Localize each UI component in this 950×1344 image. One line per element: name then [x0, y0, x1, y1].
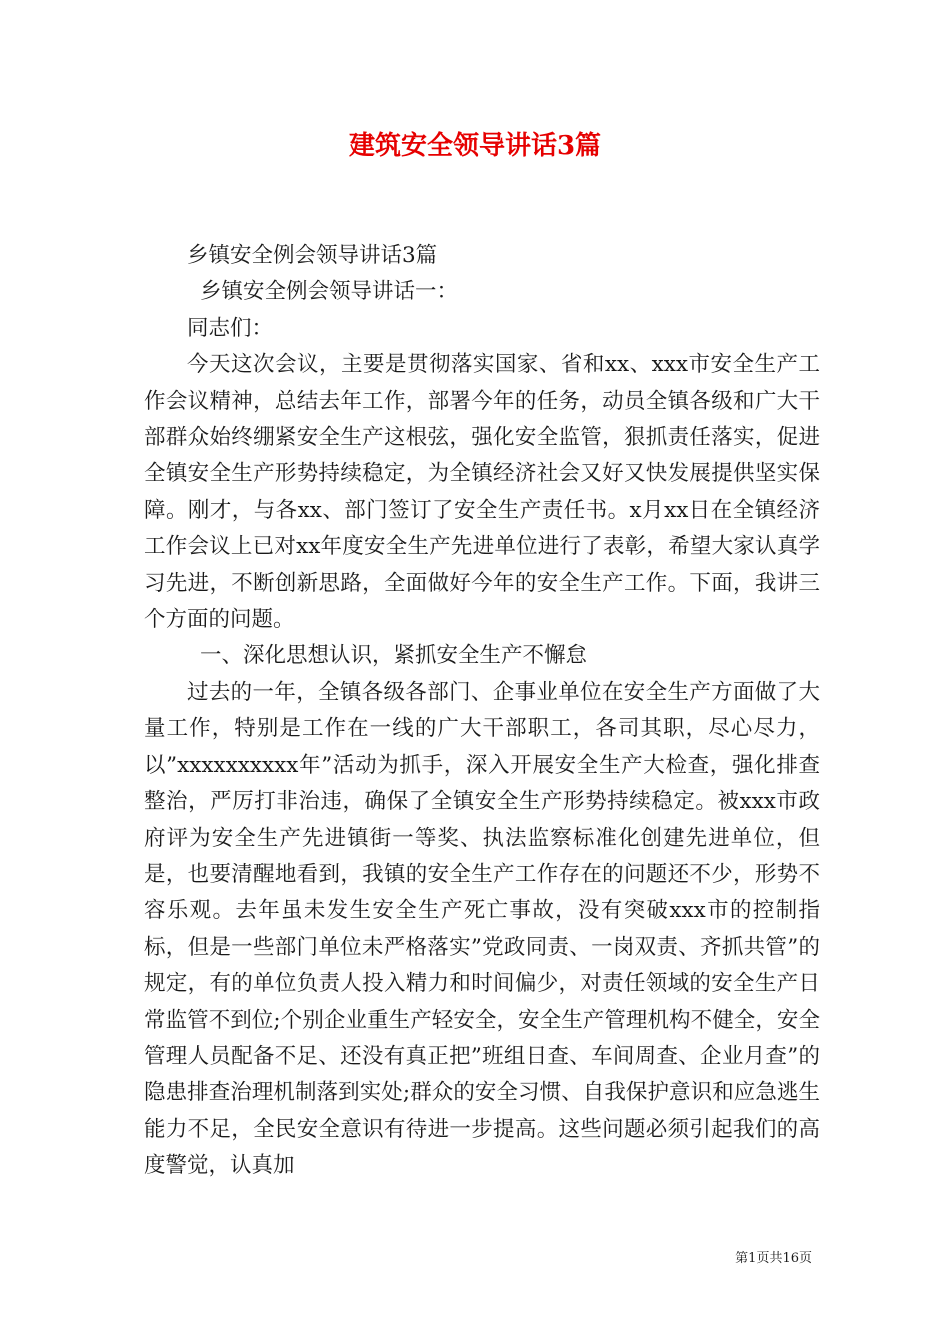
subtitle-paragraph: 乡镇安全例会领导讲话3篇: [187, 243, 438, 268]
body-paragraph: 过去的一年，全镇各级各部门、企事业单位在安全生产方面做了大量工作，特别是工作在一线的广大干部职工，各司其职，尽心尽力，以”xxxxxxxxxx年”活动为抓手，深入开展安全生产大检查，强化排查整治，严厉打非治违，确保了全镇安全生产形势持续稳定。被xxx市政府评为安全生产先进镇街一等奖、执法监察标准化创建先进单位，但是，也要清醒地看到，我镇的安全生产工作存在的问题还不少，形势不容乐观。去年虽未发生安全生产死亡事故，没有突破xxx市的控制指标，但是一些部门单位未严格落实”党政同责、一岗双责、齐抓共管”的规定，有的单位负责人投入精力和时间偏少，对责任领域的安全生产日常监管不到位;个别企业重生产轻安全，安全生产管理机构不健全，安全管理人员配备不足、还没有真正把”班组日查、车间周查、企业月查”的隐患排查治理机制落到实处;群众的安全习惯、自我保护意识和应急逃生能力不足，全民安全意识有待进一步提高。这些问题必须引起我们的高度警觉，认真加: [144, 679, 820, 1179]
salutation-paragraph: 同志们：: [187, 315, 274, 341]
document-body: [144, 238, 820, 1185]
section-subtitle-paragraph: 乡镇安全例会领导讲话一：: [200, 279, 459, 305]
body-paragraph: 今天这次会议，主要是贯彻落实国家、省和xx、xxx市安全生产工作会议精神，总结去年工作，部署今年的任务，动员全镇各级和广大干部群众始终绷紧安全生产这根弦，强化安全监管，狠抓责任落实，促进全镇安全生产形势持续稳定，为全镇经济社会又好又快发展提供坚实保障。刚才，与各xx、部门签订了安全生产责任书。x月xx日在全镇经济工作会议上已对xx年度安全生产先进单位进行了表彰，希望大家认真学习先进，不断创新思路，全面做好今年的安全生产工作。下面，我讲三个方面的问题。: [144, 352, 820, 633]
page-number-footer: 第1页共16页: [735, 1251, 812, 1266]
section-heading: 一、深化思想认识，紧抓安全生产不懈怠: [200, 643, 588, 669]
document-title: 建筑安全领导讲话3篇: [348, 131, 602, 161]
